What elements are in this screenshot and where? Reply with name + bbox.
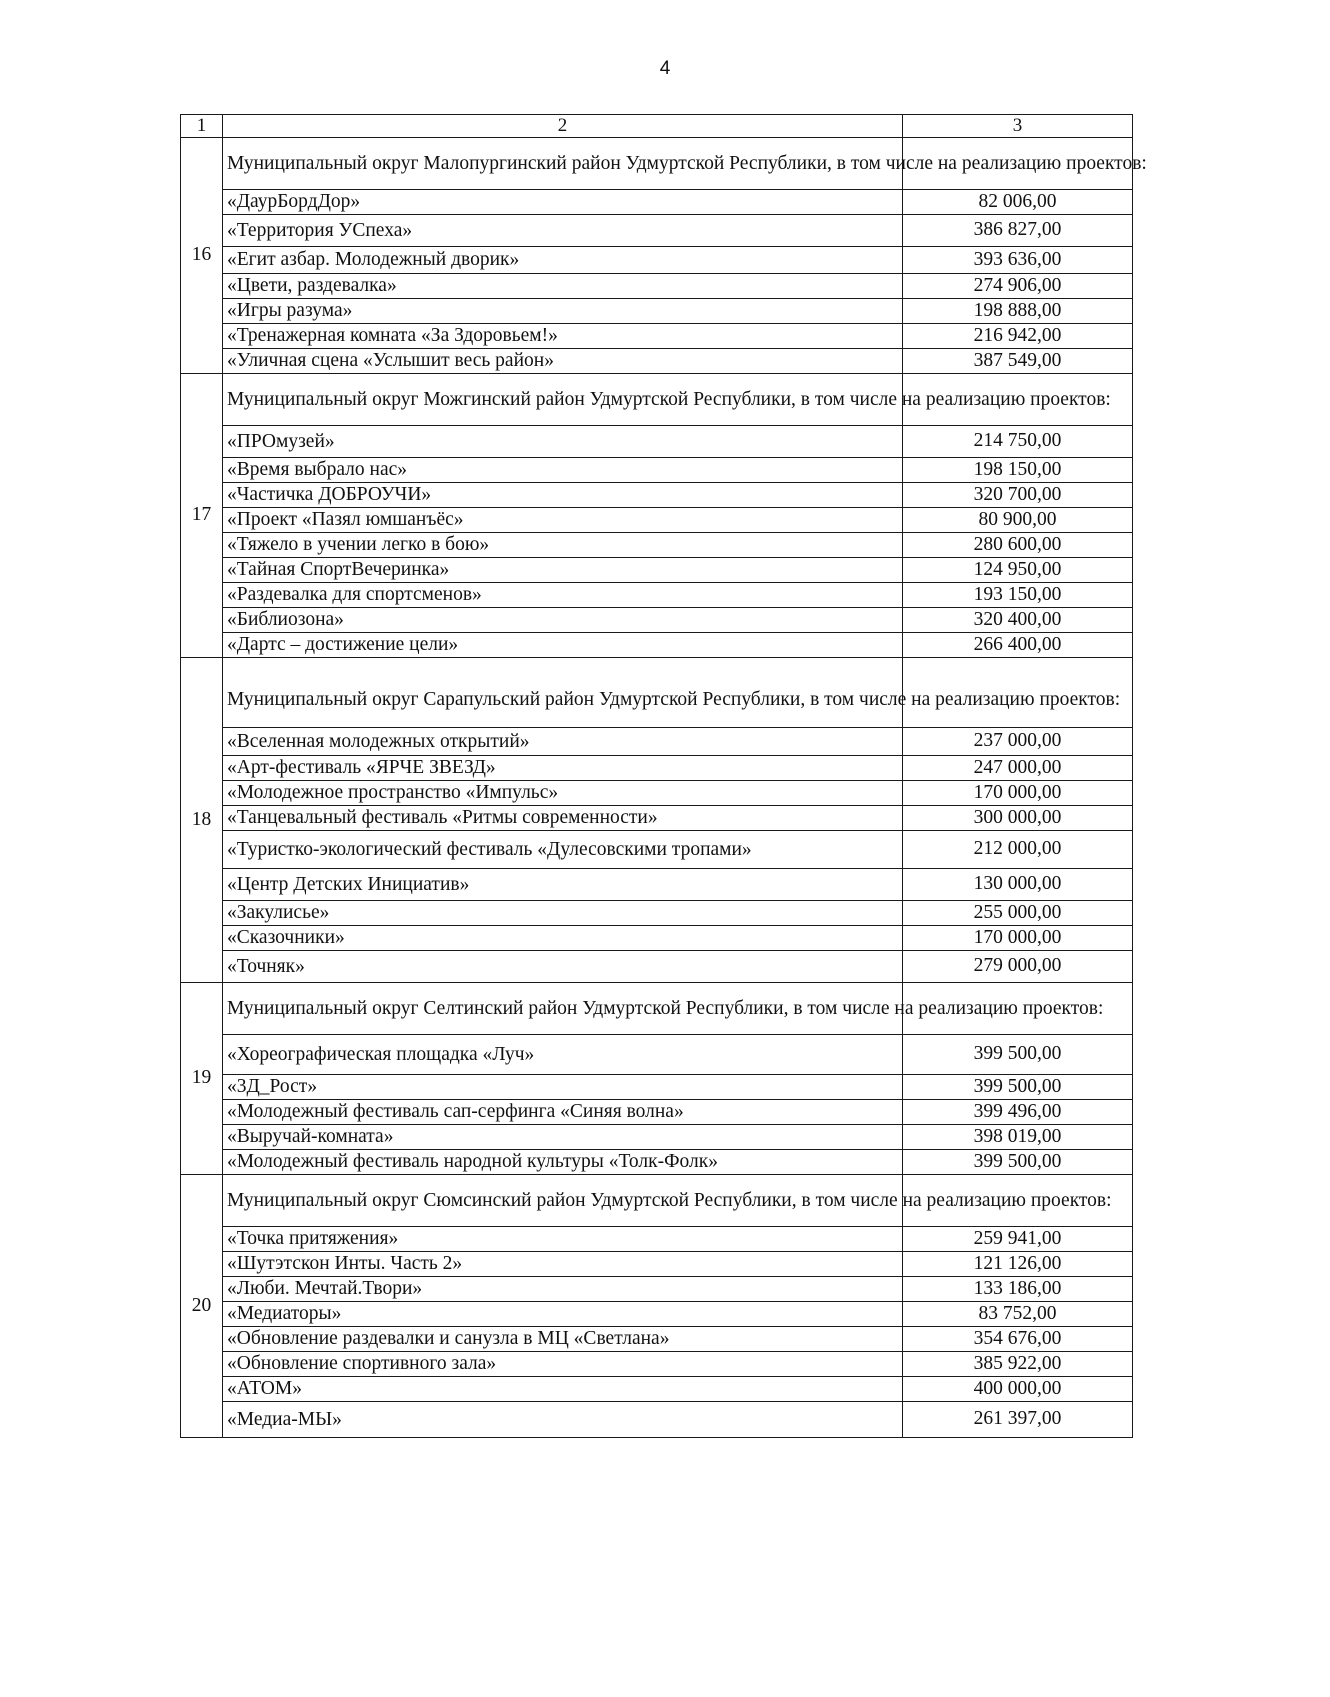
project-amount: 237 000,00 xyxy=(903,728,1133,756)
project-row xyxy=(181,1227,1133,1252)
project-amount: 320 700,00 xyxy=(903,483,1133,508)
project-name: «Танцевальный фестиваль «Ритмы современности» xyxy=(223,806,903,831)
page-number: 4 xyxy=(659,58,671,79)
project-row xyxy=(181,533,1133,558)
project-name: «Цвети, раздевалка» xyxy=(223,274,903,299)
project-name: «Время выбрало нас» xyxy=(223,458,903,483)
project-amount: 216 942,00 xyxy=(903,324,1133,349)
project-name: «Тренажерная комната «За Здоровьем!» xyxy=(223,324,903,349)
project-row xyxy=(181,1377,1133,1402)
row-number: 17 xyxy=(181,374,223,658)
project-name: «Егит азбар. Молодежный дворик» xyxy=(223,247,903,274)
project-row xyxy=(181,215,1133,247)
project-amount: 354 676,00 xyxy=(903,1327,1133,1352)
project-name: «Тяжело в учении легко в бою» xyxy=(223,533,903,558)
project-name: «Сказочники» xyxy=(223,926,903,951)
project-row xyxy=(181,483,1133,508)
project-row xyxy=(181,274,1133,299)
project-row xyxy=(181,608,1133,633)
project-name: «Уличная сцена «Услышит весь район» xyxy=(223,349,903,374)
project-amount: 198 888,00 xyxy=(903,299,1133,324)
project-row xyxy=(181,458,1133,483)
project-amount: 300 000,00 xyxy=(903,806,1133,831)
project-name: «АТОМ» xyxy=(223,1377,903,1402)
project-row xyxy=(181,781,1133,806)
project-name: «Молодежный фестиваль сап-серфинга «Синяя волна» xyxy=(223,1100,903,1125)
table-body xyxy=(181,115,1147,1438)
project-name: «Люби. Мечтай.Твори» xyxy=(223,1277,903,1302)
project-name: «Точка притяжения» xyxy=(223,1227,903,1252)
project-name: «Медиа-МЫ» xyxy=(223,1402,903,1438)
project-amount: 83 752,00 xyxy=(903,1302,1133,1327)
project-amount: 80 900,00 xyxy=(903,508,1133,533)
project-name: «Закулисье» xyxy=(223,901,903,926)
project-name: «Обновление раздевалки и санузла в МЦ «Светлана» xyxy=(223,1327,903,1352)
project-row xyxy=(181,756,1133,781)
project-amount: 193 150,00 xyxy=(903,583,1133,608)
project-row xyxy=(181,190,1133,215)
project-row xyxy=(181,508,1133,533)
project-row xyxy=(181,247,1133,274)
project-name: «3Д_Рост» xyxy=(223,1075,903,1100)
project-amount: 399 500,00 xyxy=(903,1150,1133,1175)
project-amount: 124 950,00 xyxy=(903,558,1133,583)
project-amount: 261 397,00 xyxy=(903,1402,1133,1438)
district-title: Муниципальный округ Сюмсинский район Удмуртской Республики, в том числе на реализацию проектов: xyxy=(223,1175,903,1227)
column-number-2: 2 xyxy=(223,115,903,138)
project-row xyxy=(181,869,1133,901)
project-amount: 399 500,00 xyxy=(903,1075,1133,1100)
district-title: Муниципальный округ Сарапульский район Удмуртской Республики, в том числе на реализацию проектов: xyxy=(223,658,903,728)
district-title: Муниципальный округ Селтинский район Удмуртской Республики, в том числе на реализацию проектов: xyxy=(223,983,903,1035)
project-amount: 280 600,00 xyxy=(903,533,1133,558)
project-amount: 130 000,00 xyxy=(903,869,1133,901)
project-amount: 398 019,00 xyxy=(903,1125,1133,1150)
project-name: «Молодежный фестиваль народной культуры «Толк-Фолк» xyxy=(223,1150,903,1175)
project-amount: 247 000,00 xyxy=(903,756,1133,781)
project-row xyxy=(181,1100,1133,1125)
project-row xyxy=(181,349,1133,374)
project-amount: 82 006,00 xyxy=(903,190,1133,215)
project-amount: 385 922,00 xyxy=(903,1352,1133,1377)
project-row xyxy=(181,951,1133,983)
column-number-row xyxy=(181,115,1133,138)
district-title: Муниципальный округ Малопургинский район Удмуртской Республики, в том числе на реализацию проектов: xyxy=(223,138,903,190)
project-row xyxy=(181,1327,1133,1352)
district-row xyxy=(181,138,1133,190)
project-name: «Проект «Пазял юмшанъёс» xyxy=(223,508,903,533)
project-row xyxy=(181,1075,1133,1100)
project-row xyxy=(181,426,1133,458)
project-name: «Центр Детских Инициатив» xyxy=(223,869,903,901)
project-amount: 170 000,00 xyxy=(903,781,1133,806)
project-amount: 393 636,00 xyxy=(903,247,1133,274)
project-amount: 320 400,00 xyxy=(903,608,1133,633)
project-name: «Шутэтскон Инты. Часть 2» xyxy=(223,1252,903,1277)
project-name: «Молодежное пространство «Импульс» xyxy=(223,781,903,806)
project-name: «Библиозона» xyxy=(223,608,903,633)
project-amount: 274 906,00 xyxy=(903,274,1133,299)
project-amount: 399 496,00 xyxy=(903,1100,1133,1125)
district-row xyxy=(181,1175,1133,1227)
project-name: «Раздевалка для спортсменов» xyxy=(223,583,903,608)
column-number-3: 3 xyxy=(903,115,1133,138)
project-amount: 133 186,00 xyxy=(903,1277,1133,1302)
project-row xyxy=(181,1302,1133,1327)
project-name: «Туристко-экологический фестиваль «Дулесовскими тропами» xyxy=(223,831,903,869)
project-amount: 279 000,00 xyxy=(903,951,1133,983)
project-amount: 259 941,00 xyxy=(903,1227,1133,1252)
project-row xyxy=(181,1125,1133,1150)
funding-table xyxy=(180,114,1147,1438)
project-name: «Выручай-комната» xyxy=(223,1125,903,1150)
project-row xyxy=(181,901,1133,926)
project-row xyxy=(181,1402,1133,1438)
project-name: «Точняк» xyxy=(223,951,903,983)
project-name: «Игры разума» xyxy=(223,299,903,324)
project-amount: 399 500,00 xyxy=(903,1035,1133,1075)
project-row xyxy=(181,831,1133,869)
project-row xyxy=(181,806,1133,831)
district-row xyxy=(181,374,1133,426)
project-name: «Тайная СпортВечеринка» xyxy=(223,558,903,583)
column-number-1: 1 xyxy=(181,115,223,138)
project-row xyxy=(181,728,1133,756)
project-row xyxy=(181,633,1133,658)
project-row xyxy=(181,1150,1133,1175)
project-name: «ПРОмузей» xyxy=(223,426,903,458)
project-row xyxy=(181,558,1133,583)
project-name: «Частичка ДОБРОУЧИ» xyxy=(223,483,903,508)
project-amount: 170 000,00 xyxy=(903,926,1133,951)
project-name: «Дартс – достижение цели» xyxy=(223,633,903,658)
district-title: Муниципальный округ Можгинский район Удмуртской Республики, в том числе на реализацию проектов: xyxy=(223,374,903,426)
project-amount: 255 000,00 xyxy=(903,901,1133,926)
row-number: 19 xyxy=(181,983,223,1175)
project-row xyxy=(181,583,1133,608)
row-number: 20 xyxy=(181,1175,223,1438)
project-name: «Территория УСпеха» xyxy=(223,215,903,247)
project-name: «Медиаторы» xyxy=(223,1302,903,1327)
project-name: «Обновление спортивного зала» xyxy=(223,1352,903,1377)
project-amount: 198 150,00 xyxy=(903,458,1133,483)
row-number: 16 xyxy=(181,138,223,374)
project-row xyxy=(181,1352,1133,1377)
project-row xyxy=(181,1277,1133,1302)
project-amount: 212 000,00 xyxy=(903,831,1133,869)
project-amount: 386 827,00 xyxy=(903,215,1133,247)
project-row xyxy=(181,926,1133,951)
project-amount: 214 750,00 xyxy=(903,426,1133,458)
project-name: «Арт-фестиваль «ЯРЧЕ ЗВЕЗД» xyxy=(223,756,903,781)
project-amount: 400 000,00 xyxy=(903,1377,1133,1402)
row-number: 18 xyxy=(181,658,223,983)
project-row xyxy=(181,299,1133,324)
district-row xyxy=(181,658,1133,728)
project-row xyxy=(181,1035,1133,1075)
project-amount: 387 549,00 xyxy=(903,349,1133,374)
project-amount: 266 400,00 xyxy=(903,633,1133,658)
project-amount: 121 126,00 xyxy=(903,1252,1133,1277)
project-name: «ДаурБордДор» xyxy=(223,190,903,215)
project-row xyxy=(181,324,1133,349)
project-row xyxy=(181,1252,1133,1277)
project-name: «Вселенная молодежных открытий» xyxy=(223,728,903,756)
project-name: «Хореографическая площадка «Луч» xyxy=(223,1035,903,1075)
district-row xyxy=(181,983,1133,1035)
